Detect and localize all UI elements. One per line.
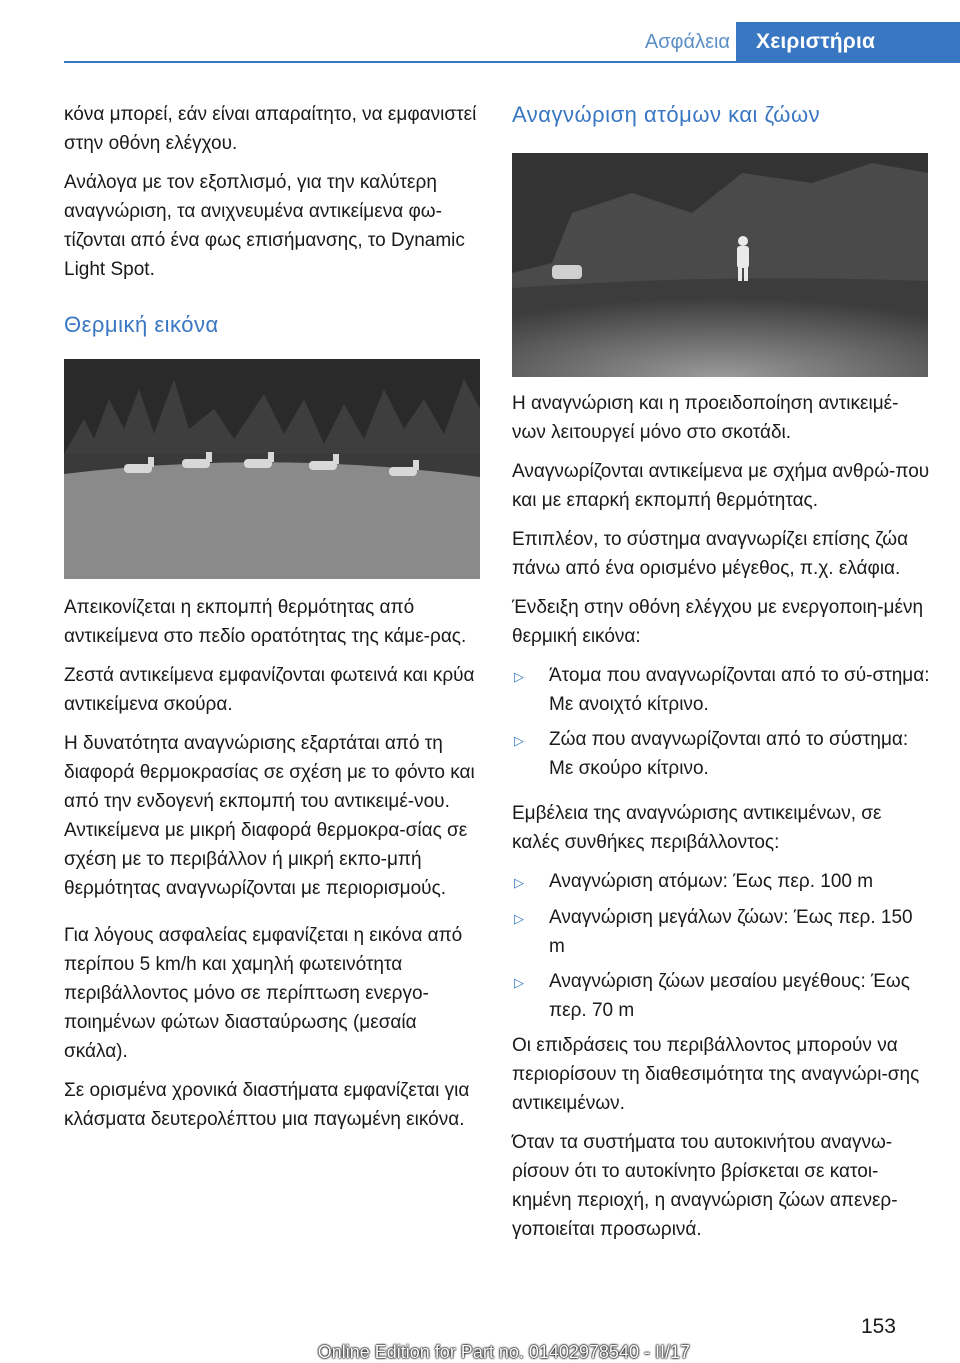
- list-item: ▷ Αναγνώριση μεγάλων ζώων: Έως περ. 150 m: [512, 903, 930, 961]
- thermal-image-animals-graphic: [64, 359, 480, 579]
- triangle-bullet-icon: ▷: [514, 975, 524, 990]
- list-item: ▷ Άτομα που αναγνωρίζονται από το σύ‐στημα: Με ανοιχτό κίτρινο.: [512, 661, 930, 719]
- thermal-image-animals: [64, 359, 480, 579]
- triangle-bullet-icon: ▷: [514, 875, 524, 890]
- paragraph: κόνα μπορεί, εάν είναι απαραίτητο, να εμφανιστεί στην οθόνη ελέγχου.: [64, 104, 477, 154]
- paragraph: Η αναγνώριση και η προειδοποίηση αντικειμέ‐νων λειτουργεί μόνο στο σκοτάδι.: [512, 393, 899, 443]
- header-rule: [64, 61, 960, 63]
- chapter-tab: Χειριστήρια: [736, 22, 960, 62]
- paragraph: Επιπλέον, το σύστημα αναγνωρίζει επίσης ζώα πάνω από ένα ορισμένο μέγεθος, π.χ. ελάφια.: [512, 529, 909, 579]
- thermal-image-pedestrian: [512, 153, 928, 377]
- paragraph: Σε ορισμένα χρονικά διαστήματα εμφανίζεται για κλάσματα δευτερολέπτου μια παγωμένη εικόνα.: [64, 1080, 470, 1130]
- thermal-image-pedestrian-graphic: [512, 153, 928, 377]
- paragraph: Ζεστά αντικείμενα εμφανίζονται φωτεινά και κρύα αντικείμενα σκούρα.: [64, 665, 475, 715]
- list-item: ▷ Ζώα που αναγνωρίζονται από το σύστημα: Με σκούρο κίτρινο.: [512, 725, 930, 783]
- section-heading-thermal-image: Θερμική εικόνα: [64, 312, 219, 337]
- section-heading-person-animal-detection: Αναγνώριση ατόμων και ζώων: [512, 102, 821, 127]
- page-header: [0, 0, 960, 62]
- triangle-bullet-icon: ▷: [514, 733, 524, 748]
- triangle-bullet-icon: ▷: [514, 669, 524, 684]
- paragraph: Οι επιδράσεις του περιβάλλοντος μπορούν να περιορίσουν τη διαθεσιμότητα της αναγνώρι‐σης αντικειμένων.: [512, 1035, 920, 1114]
- list-item: ▷ Αναγνώριση ζώων μεσαίου μεγέθους: Έως περ. 70 m: [512, 967, 930, 1025]
- paragraph: Αναγνωρίζονται αντικείμενα με σχήμα ανθρώ‐που και με επαρκή εκπομπή θερμότητας.: [512, 461, 930, 511]
- left-column: [64, 100, 482, 1144]
- paragraph: Η δυνατότητα αναγνώρισης εξαρτάται από τη διαφορά θερμοκρασίας σε σχέση με το φόντο και από την ενδογενή εκπομπή του αντικειμέ‐νου. Αντικείμενα με μικρή διαφορά θερμοκρα‐σίας σε σχέση με το περιβάλλον ή μικρή εκπο‐μπή θερμότητας αναγνωρίζονται με περιορισμούς.: [64, 733, 475, 899]
- right-column: [512, 100, 930, 1254]
- paragraph: Ανάλογα με τον εξοπλισμό, για την καλύτερη αναγνώριση, τα ανιχνευμένα αντικείμενα φω‐τίζονται από ένα φως επισήμανσης, το Dynamic Light Spot.: [64, 172, 465, 280]
- list-item: ▷ Αναγνώριση ατόμων: Έως περ. 100 m: [512, 867, 930, 897]
- paragraph: Όταν τα συστήματα του αυτοκινήτου αναγνω‐ρίσουν ότι το αυτοκίνητο βρίσκεται σε κατοι‐κημένη περιοχή, η αναγνώριση ζώων απενερ‐γοποιείται προσωρινά.: [512, 1132, 898, 1240]
- page-number: 153: [860, 1315, 896, 1338]
- paragraph: Ένδειξη στην οθόνη ελέγχου με ενεργοποιη‐μένη θερμική εικόνα:: [512, 597, 924, 647]
- triangle-bullet-icon: ▷: [514, 911, 524, 926]
- edition-note: Online Edition for Part no. 01402978540 - II/17: [317, 1342, 690, 1362]
- page-footer: [0, 1300, 960, 1362]
- paragraph: Για λόγους ασφαλείας εμφανίζεται η εικόνα από περίπου 5 km/h και χαμηλή φωτεινότητα περιβάλλοντος μόνο σε περίπτωση ενεργο‐ποιημένων φώτων διασταύρωσης (μεσαία σκάλα).: [64, 925, 463, 1062]
- paragraph: Απεικονίζεται η εκπομπή θερμότητας από αντικείμενα στο πεδίο ορατότητας της κάμε‐ρας.: [64, 597, 467, 647]
- paragraph: Εμβέλεια της αναγνώρισης αντικειμένων, σε καλές συνθήκες περιβάλλοντος:: [512, 803, 882, 853]
- section-label: Ασφάλεια: [644, 31, 730, 53]
